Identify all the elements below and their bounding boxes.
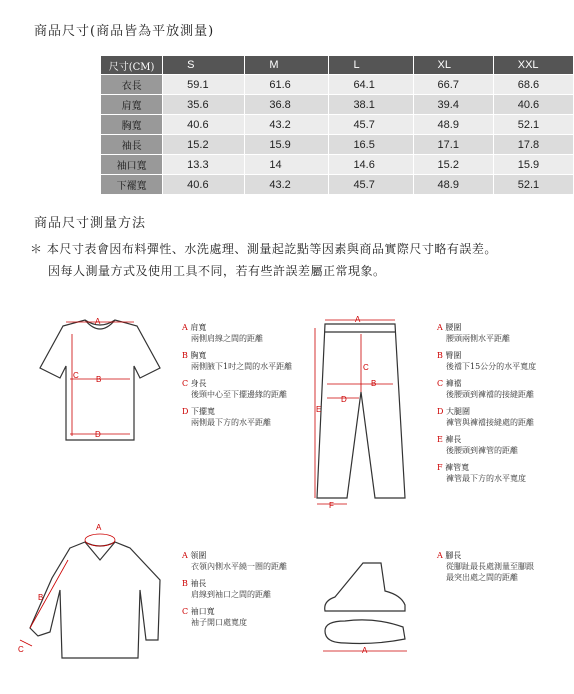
size-table-row [101,75,574,95]
legend-desc: 褲管與褲襠接縫處的距離 [446,418,534,427]
legend-key: D [182,407,189,416]
legend-item [437,550,572,561]
legend-desc: 衣領內側水平繞一圈的距離 [191,562,287,571]
legend-key: A [437,551,443,560]
size-table-header-row [101,56,574,75]
size-cell: 40.6 [493,95,573,115]
legend-name: 袖口寬 [190,607,215,616]
legend-desc: 後襠下15公分的水平寬度 [446,362,537,371]
legend-name: 肩寬 [190,323,207,332]
legend-key: F [437,463,443,472]
size-col-header: XL [413,56,493,75]
size-cell: 17.1 [413,135,493,155]
legend-desc: 最突出處之間的距離 [446,573,518,582]
size-cell: 64.1 [329,75,413,95]
size-cell: 14 [245,155,329,175]
tshirt-legend [182,322,302,434]
legend-item [182,606,307,617]
method-note-line-2: 因每人測量方式及使用工具不同，若有些許誤差屬正常現象。 [48,264,386,278]
size-row-label: 下襬寬 [101,175,163,195]
size-table-row [101,115,574,135]
shirt-diagram [10,520,170,660]
legend-item [437,378,572,389]
size-cell: 61.6 [245,75,329,95]
size-table-row [101,175,574,195]
size-cell: 14.6 [329,155,413,175]
legend-item [437,322,572,333]
legend-desc: 褲管最下方的水平寬度 [446,474,526,483]
size-cell: 16.5 [329,135,413,155]
legend-desc: 兩側腋下1吋之間的水平距離 [191,362,293,371]
pants-legend [437,322,572,490]
legend-spacer [182,628,307,634]
pants-label-a: A [355,315,361,324]
legend-item [437,462,572,473]
size-cell: 38.1 [329,95,413,115]
size-cell: 15.2 [163,135,245,155]
pants-label-e: E [316,405,322,414]
size-cell: 40.6 [163,115,245,135]
size-cell: 15.9 [245,135,329,155]
tshirt-diagram [30,312,170,447]
legend-name: 身長 [190,379,207,388]
legend-key: A [182,551,188,560]
size-table [100,55,574,195]
legend-item [437,406,572,417]
legend-name: 腳長 [445,551,462,560]
method-section-title: 商品尺寸測量方法 [34,216,147,231]
legend-name: 領圍 [190,551,207,560]
size-col-header: L [329,56,413,75]
legend-desc: 兩側最下方的水平距離 [191,418,271,427]
legend-key: C [182,379,189,388]
size-table-header-label: 尺寸(CM) [101,56,163,75]
size-cell: 48.9 [413,115,493,135]
size-cell: 36.8 [245,95,329,115]
legend-name: 褲襠 [445,379,462,388]
legend-key: B [182,579,188,588]
size-row-label: 胸寬 [101,115,163,135]
shirt-label-a: A [96,523,102,532]
legend-spacer [437,484,572,490]
size-cell: 40.6 [163,175,245,195]
legend-desc: 袖子開口處寬度 [191,618,247,627]
legend-name: 褲長 [445,435,462,444]
pants-label-f: F [329,501,334,510]
legend-spacer [182,428,302,434]
legend-name: 褲管寬 [445,463,470,472]
tshirt-label-b: B [96,375,102,384]
size-cell: 48.9 [413,175,493,195]
legend-item [182,350,302,361]
legend-key: A [182,323,188,332]
legend-desc: 肩線到袖口之間的距離 [191,590,271,599]
shirt-label-c: C [18,645,24,654]
size-cell: 17.8 [493,135,573,155]
legend-item [182,406,302,417]
size-col-header: XXL [493,56,573,75]
size-cell: 52.1 [493,175,573,195]
legend-key: C [437,379,444,388]
size-cell: 45.7 [329,115,413,135]
legend-name: 袖長 [190,579,207,588]
legend-desc: 後腰頭到褲襠的接縫距離 [446,390,534,399]
legend-desc: 腰頭兩側水平距離 [446,334,510,343]
legend-item [437,350,572,361]
tshirt-label-d: D [95,430,101,439]
pants-label-b: B [371,379,377,388]
legend-key: A [437,323,443,332]
pants-label-d: D [341,395,347,404]
size-section-title: 商品尺寸(商品皆為平放測量) [34,24,215,39]
pants-label-c: C [363,363,369,372]
foot-label-a: A [362,646,368,655]
size-table-row [101,135,574,155]
size-row-label: 肩寬 [101,95,163,115]
legend-spacer [437,583,572,589]
size-row-label: 袖長 [101,135,163,155]
pants-diagram [305,312,415,512]
size-cell: 43.2 [245,175,329,195]
size-cell: 15.2 [413,155,493,175]
legend-key: C [182,607,189,616]
shirt-legend [182,550,307,634]
legend-key: D [437,407,444,416]
legend-desc: 從腳趾最長處測量至腳跟 [446,562,534,571]
legend-key: E [437,435,443,444]
size-col-header: S [163,56,245,75]
legend-item [182,578,307,589]
size-cell: 52.1 [493,115,573,135]
method-note-line-1: ＊ 本尺寸表會因布料彈性、水洗處理、測量起訖點等因素與商品實際尺寸略有誤差。 [30,242,497,256]
size-cell: 15.9 [493,155,573,175]
legend-key: B [182,351,188,360]
legend-desc: 後腰頭到褲管的距離 [446,446,518,455]
legend-desc: 兩側肩線之間的距離 [191,334,263,343]
foot-diagram [315,555,415,665]
tshirt-label-c: C [73,371,79,380]
legend-item [182,378,302,389]
size-table-row [101,155,574,175]
legend-item [182,550,307,561]
size-cell: 59.1 [163,75,245,95]
legend-item [437,434,572,445]
size-cell: 35.6 [163,95,245,115]
shirt-label-b: B [38,593,44,602]
tshirt-label-a: A [95,317,101,326]
foot-legend [437,550,572,589]
size-col-header: M [245,56,329,75]
legend-name: 腰圍 [445,323,462,332]
size-row-label: 袖口寬 [101,155,163,175]
size-cell: 45.7 [329,175,413,195]
size-table-row [101,95,574,115]
legend-name: 臀圍 [445,351,462,360]
legend-desc: 後頸中心至下擺邊緣的距離 [191,390,287,399]
size-cell: 68.6 [493,75,573,95]
size-cell: 43.2 [245,115,329,135]
legend-name: 大腿圍 [445,407,470,416]
legend-key: B [437,351,443,360]
size-cell: 66.7 [413,75,493,95]
size-cell: 39.4 [413,95,493,115]
size-row-label: 衣長 [101,75,163,95]
size-cell: 13.3 [163,155,245,175]
legend-name: 胸寬 [190,351,207,360]
legend-item [182,322,302,333]
legend-name: 下擺寬 [190,407,215,416]
